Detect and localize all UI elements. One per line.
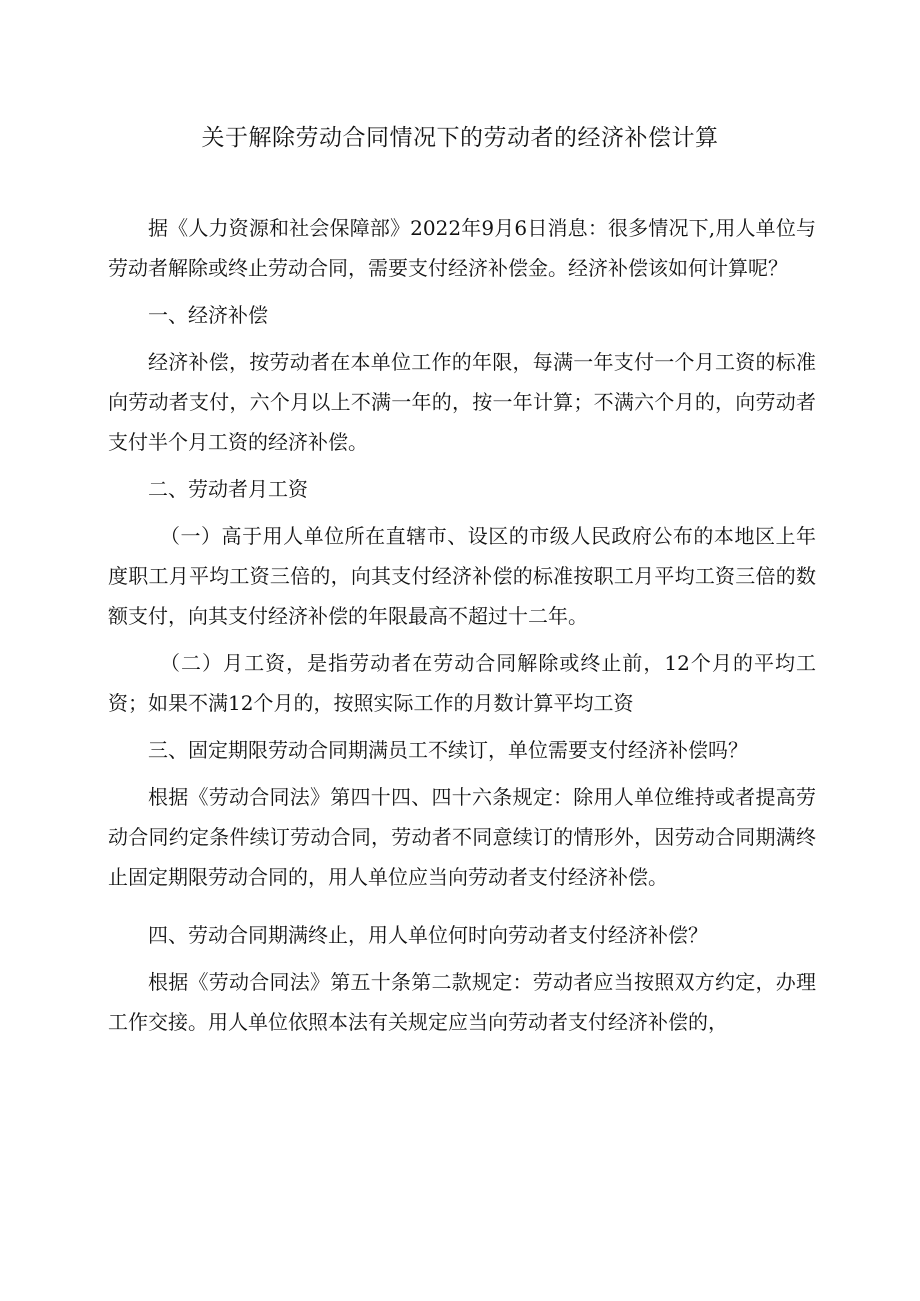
paragraph-wage-item-2: （二）月工资，是指劳动者在劳动合同解除或终止前，12个月的平均工资；如果不满12个月的，按照实际工作的月数计算平均工资	[108, 651, 816, 715]
paragraph-wage-item-1: （一）高于用人单位所在直辖市、设区的市级人民政府公布的本地区上年度职工月平均工资三倍的，向其支付经济补偿的标准按职工月平均工资三倍的数额支付，向其支付经济补偿的年限最高不超过十二年。	[108, 524, 816, 628]
document-title: 关于解除劳动合同情况下的劳动者的经济补偿计算	[201, 125, 719, 151]
heading-section-4: 四、劳动合同期满终止，用人单位何时向劳动者支付经济补偿？	[148, 923, 708, 947]
paragraph-fixed-term: 根据《劳动合同法》第四十四、四十六条规定：除用人单位维持或者提高劳动合同约定条件续订劳动合同，劳动者不同意续订的情形外，因劳动合同期满终止固定期限劳动合同的，用人单位应当向劳动者支付经济补偿。	[108, 785, 816, 889]
paragraph-payment-timing: 根据《劳动合同法》第五十条第二款规定：劳动者应当按照双方约定，办理工作交接。用人单位依照本法有关规定应当向劳动者支付经济补偿的，	[108, 970, 816, 1034]
paragraph-compensation: 经济补偿，按劳动者在本单位工作的年限，每满一年支付一个月工资的标准向劳动者支付，六个月以上不满一年的，按一年计算；不满六个月的，向劳动者支付半个月工资的经济补偿。	[108, 350, 816, 454]
heading-section-3: 三、固定期限劳动合同期满员工不续订，单位需要支付经济补偿吗？	[148, 738, 748, 762]
heading-section-1: 一、经济补偿	[148, 303, 268, 327]
paragraph-intro: 据《人力资源和社会保障部》2022年9月6日消息：很多情况下,用人单位与劳动者解除或终止劳动合同，需要支付经济补偿金。经济补偿该如何计算呢？	[108, 216, 816, 280]
heading-section-2: 二、劳动者月工资	[148, 477, 308, 501]
document-body	[108, 208, 816, 1049]
